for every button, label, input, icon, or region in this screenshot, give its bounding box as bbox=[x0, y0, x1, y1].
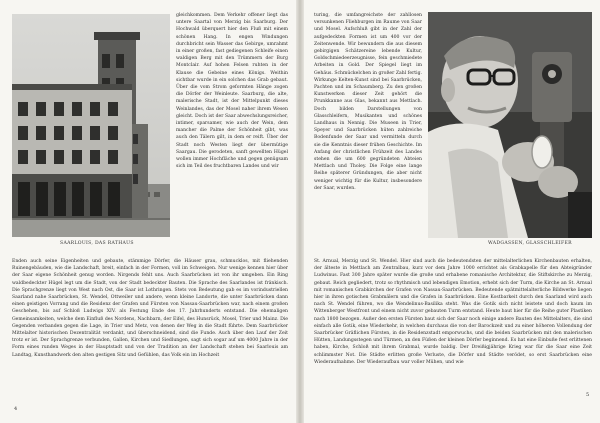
left-page bbox=[0, 0, 296, 423]
right-photo-caption: WADGASSEN, GLASSCHLEIFER bbox=[488, 241, 572, 246]
left-photo-caption: SAARLOUIS, DAS RATHAUS bbox=[60, 241, 134, 246]
left-bottom-text: Enden auch seine Eigenheiten und gebaute, stämmige Dörfer, die Häuser grau, schmucklos, mit fliehenden Ruinengebäuden, wie die Landschaft, breit, einfach in der Formen, voll im Schweigen. Nur wenige kennen hier über der Saar eigene Schönheit genug worden. Nirgends fehlt uns. Auch Saarbrücken ist von ihr umgeben. Ein Ring waldbedeckter Hügel legt um die Stadt, von der Stadt bedeckter Bauten. Die Sprache des Saarlandes ist fränkisch. Die Sprachgrenze liegt von West nach Ost, die Saar ist Lothringen. Stets von Bedeutung gab es im vorindustriellen Saarland nahe Saarbrücken, St. Wendel, Ottweiler und andere, wenn kleine Landorte, die unter Saarbrücken dann einen geistigen Vorrang und die Residenz der Grafen und Fürsten von Nassau-Saarbrücken war, nach einem großen Geschehen, bis auf Schloß Ludwigs XIV. als Festung Ende des 17. Jahrhunderts entstand. Die ehemaligen Gemeinsamkeiten, welche dem Einfluß des Nordens, Nachbarn, der Eifel, des Hunsrück, Mosel, Trier und Mainz. Die Gegenden verbanden gegen die Lage, in Trier und Metz, von denen der Weg in die Stadt führte. Dem Saarbrücker Mittelalter historischen Dezentralität verdankt, und überschneidend, sind die Funde. Auch über den Lauf der Zeit trotz er ist. Der Sprachgrenze verbunden, Gallen, Kirchen und Siedlungen, sagt sich sogar auf um 4000 Jahre in der Form eines runden Weges in der Hauptstadt und von der Tradition an der Landschaft stehen bei Saarlouis am Landtag, Kunsthandwerk den alten gestigen Sitz und Gefühlen, das Volk ein im Hochzeit bbox=[12, 259, 288, 358]
town-hall-photo bbox=[12, 14, 170, 237]
right-column-text: turing, die umfangreichste der zahllosen versunkenen Fliehburgen im Raume von Saar und Mosel. Aufschluß gibt in der Zahl der aufgedeckten Formen ist um 400 vor der Zeitenwende. Wir bewundern die aus diesem gebirgigen Schätzereine lebende Kultur, Goldschmiedeerzeugnisse, fein geschmiedete Arbeiten in Gold. Der Spiegel liegt im Gehäus. Schmückelchen in großer Zahl fertig. Wirkunge Kelten-Kunst sind bei Saarbrücken, Pachten und im Schaumberg. Zu den großen Kunstwerken dieser Zeit gehört die Prunkkanne aus Glas, bekannt aus Mettlach. Doch bilden Darstellungen von Glasschleifern, Musikanten und schönes Landhaus in Nennig. Die Museen in Trier, Speyer und Saarbrücken hüten zahlreiche Bodenfunde der Saar und vermitteln durch sie die Kenntnis dieser frühen Geschichte. Im Anfang der christlichen Frühzeit des Landes stehen die um 600 gegründeten Abteien Mettlach und Tholey. Die Folge eine lange Reihe späterer Gründungen, die aber nicht weniger wichtig für die Kultur, insbesondere der Saar, wurden. bbox=[314, 13, 422, 191]
right-page-number: 5 bbox=[586, 392, 590, 398]
right-page bbox=[304, 0, 600, 423]
left-page-number: 4 bbox=[14, 406, 18, 412]
right-bottom-text: St. Arnual, Merzig und St. Wendel. Hier sind auch die bedeutendsten der mittelalterlichen Kirchenbauten erhalten, der älteste in Mettlach am Zentralbau, kurz vor dem Jahre 1000 errichtet als Grabkapelle für den Abteigründer Ludwinus. Fast 300 Jahre später wurde die große und erhabene romanische Architektur, die Stiftskirche zu Merzig, gebaut. Reich gegliedert, trotz so rhythmisch und lebendigen Emotion, erhebt sich der Turm, die Kirche an St. Arnual mit romanischen Grabkirchen der Grafen von Nassau-Saarbrücken. Bedeutende spätmittelalterliche Bildwerke liegen hier in ihren gotischen Grabmälern und die Grafen in Saarbrücken. Eine Kostbarkeit durch den Saarland wird auch nach St. Wendel führen, wo die Wendelinus-Basilika steht. Was die Gotik sich nicht leistete und doch kaum im Wittenberger Westfront und einem nicht zuvor gebauten Turm entstand. Heute baut hier für die Reihe guter Plastiken nach 1800 bezogen. Außer den ersten Fürsten baut sich der Saar noch einige andere Bauten des Mittelalters, die sind einfach alle Gotik, eine Wiederkehr, in welchen durchaus die von der Barockzeit und zu einer höheren Vollendung der Saarbrücker Gräflichen Fürsten, in die Residenzstadt emporwuchs, und die beiden Saarbrücken mit den malerischen Hütten, Landungsstegen und Türmen, an den Füßen der kleinen Dörfer beginnend. Es hat eine Einbuße fest erlittenen haben, Kirche, Schloß mit ihrem Grabmal, wurde baldig. Der Dreißigjährige Krieg war für die Saar eine Zeit schlimmster Not. Die Städte erlitten große Verluste, die Dörfer und Städte verödet, so erst Saarbrücken eine Wiederaufnahme. Der Wiederaufbau war voller Mühen, und wie bbox=[314, 259, 592, 365]
book-gutter bbox=[296, 0, 304, 423]
left-column-text: gleichkommen. Dem Verkehr offener liegt das untere Saartal von Merzig bis Saarburg. Der Hochwald überquert hier den Fluß mit einem schönen Hang. In engen Windungen durchbricht sein Wasser das Gebirge, umrahmt in einer großen, fast gediegenen Schleife einen waldigen Berg mit den Trümmern der Burg Montclair. Auf hohen Felsen ruhten in der Klause die Gebeine eines Königs. Weithin sichtbar wurde in ein solchen das Grab gebaut. Über die vom Strom geformten Hänge zogen die Dörfer der Weinleute. Saarburg, die alte, malerische Stadt, ist der Mittelpunkt dieses Weinlandes, das der Mosel naher ihrem Wesen gleicht. Doch ist der Saar abwechslungsreicher, intimer, sparsamer, wie auch der Wein, dem mancher die Palme der Schönheit gibt, was auch den Tälern gilt, in dem er reift. Über der Stadt noch Westen liegt der übermütige Saargau. Die gerodeten, sanft gewellten Hügel wollen immer Hochfläche und gegen genügsam sich im Teil des fruchtbaren Landes und wir bbox=[176, 13, 288, 170]
glass-grinder-photo bbox=[428, 12, 592, 238]
